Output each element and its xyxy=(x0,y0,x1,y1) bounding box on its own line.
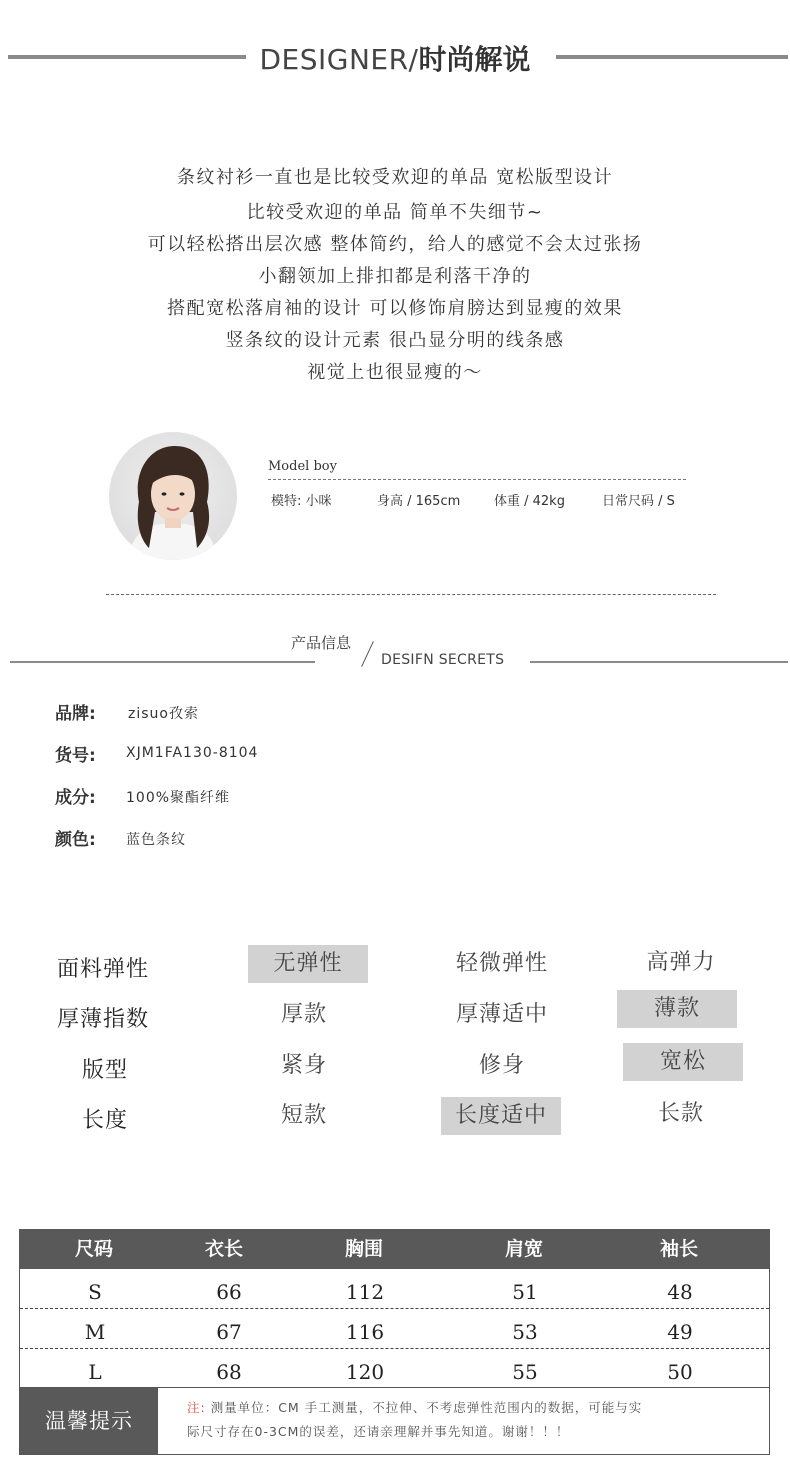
page-title xyxy=(0,38,790,78)
material-key: 成分: xyxy=(55,788,96,808)
sku-key: 货号: xyxy=(55,746,96,766)
tips-box xyxy=(19,1387,770,1455)
table-cell: 68 xyxy=(216,1360,242,1384)
brand-value: zisuo孜索 xyxy=(128,706,199,722)
attr-label-fit: 版型 xyxy=(82,1058,129,1083)
attr-option-selected: 无弹性 xyxy=(248,945,368,983)
tips-line-1 xyxy=(187,1396,762,1420)
table-cell: 55 xyxy=(512,1360,538,1384)
heading-slash xyxy=(361,641,374,667)
attr-option-selected: 薄款 xyxy=(617,990,737,1028)
attr-option: 高弹力 xyxy=(646,950,716,975)
attr-option-selected: 宽松 xyxy=(623,1043,743,1081)
attr-option: 长款 xyxy=(657,1101,704,1126)
description-line: 小翻领加上排扣都是利落干净的 xyxy=(258,266,532,287)
tips-line-1-text: 测量单位：CM 手工测量，不拉伸、不考虑弹性范围内的数据，可能与实 xyxy=(210,1400,643,1415)
brand-key: 品牌: xyxy=(55,704,96,724)
color-value: 蓝色条纹 xyxy=(126,832,186,848)
model-weight: 体重 / 42kg xyxy=(494,494,565,509)
attr-label-length: 长度 xyxy=(82,1108,129,1133)
table-cell: L xyxy=(88,1360,102,1384)
tips-label: 温馨提示 xyxy=(20,1388,158,1454)
attr-option: 紧身 xyxy=(280,1053,327,1078)
table-row xyxy=(20,1269,769,1309)
table-cell: 50 xyxy=(667,1360,693,1384)
attr-option: 修身 xyxy=(478,1053,525,1078)
section-divider xyxy=(106,594,716,595)
size-table-body xyxy=(19,1269,770,1387)
model-photo xyxy=(109,432,237,560)
table-cell: 51 xyxy=(512,1280,538,1304)
table-cell: 120 xyxy=(345,1360,385,1384)
model-size: 日常尺码 / S xyxy=(602,494,675,509)
size-table-header xyxy=(19,1229,770,1269)
description-line: 搭配宽松落肩袖的设计 可以修饰肩膀达到显瘦的效果 xyxy=(167,298,623,319)
attr-option: 短款 xyxy=(280,1103,327,1128)
tips-text xyxy=(187,1396,762,1444)
model-divider xyxy=(268,479,686,480)
header-cell-size: 尺码 xyxy=(74,1238,113,1260)
table-cell: 66 xyxy=(216,1280,242,1304)
attr-option: 厚薄适中 xyxy=(455,1002,548,1027)
description-line: 可以轻松搭出层次感 整体简约，给人的感觉不会太过张扬 xyxy=(147,234,643,255)
table-cell: M xyxy=(84,1320,106,1344)
header-cell-sleeve: 袖长 xyxy=(659,1238,698,1260)
attr-label-elasticity: 面料弹性 xyxy=(57,957,150,982)
sku-value: XJM1FA130-8104 xyxy=(126,745,259,761)
model-name: 模特: 小咪 xyxy=(271,494,332,509)
table-row xyxy=(20,1349,769,1388)
table-cell: S xyxy=(88,1280,102,1304)
table-cell: 67 xyxy=(216,1320,242,1344)
header-cell-shoulder: 肩宽 xyxy=(504,1238,543,1260)
table-cell: 49 xyxy=(667,1320,693,1344)
info-rule-left xyxy=(10,661,315,663)
table-cell: 112 xyxy=(345,1280,385,1304)
product-info-heading: 产品信息 xyxy=(291,634,352,652)
table-row xyxy=(20,1309,769,1349)
attr-option: 轻微弹性 xyxy=(455,951,548,976)
table-cell: 53 xyxy=(512,1320,538,1344)
table-cell: 116 xyxy=(345,1320,385,1344)
product-info-subheading: DESIFN SECRETS xyxy=(381,652,505,668)
model-height: 身高 / 165cm xyxy=(377,494,461,509)
material-value: 100%聚酯纤维 xyxy=(126,790,231,806)
description-line: 竖条纹的设计元素 很凸显分明的线条感 xyxy=(225,330,565,351)
tips-line-2: 际尺寸存在0-3CM的误差，还请亲理解并事先知道。谢谢！！！ xyxy=(187,1424,570,1439)
model-avatar xyxy=(109,432,237,560)
page-title-en: DESIGNER/ xyxy=(259,43,419,76)
tips-note-prefix: 注: xyxy=(187,1400,206,1415)
attr-option: 厚款 xyxy=(280,1002,327,1027)
attr-option-selected: 长度适中 xyxy=(441,1097,561,1135)
color-key: 颜色: xyxy=(55,830,96,850)
model-label: Model boy xyxy=(268,459,337,474)
attr-label-thickness: 厚薄指数 xyxy=(57,1007,150,1032)
header-cell-chest: 胸围 xyxy=(344,1238,383,1260)
description-line: 条纹衬衫一直也是比较受欢迎的单品 宽松版型设计 xyxy=(176,167,614,188)
page-title-cn: 时尚解说 xyxy=(418,43,531,76)
info-rule-right xyxy=(530,661,788,663)
description-line: 比较受欢迎的单品 简单不失细节~ xyxy=(246,202,544,223)
header-cell-length: 衣长 xyxy=(204,1238,243,1260)
description-line: 视觉上也很显瘦的～ xyxy=(307,362,483,383)
table-cell: 48 xyxy=(667,1280,693,1304)
